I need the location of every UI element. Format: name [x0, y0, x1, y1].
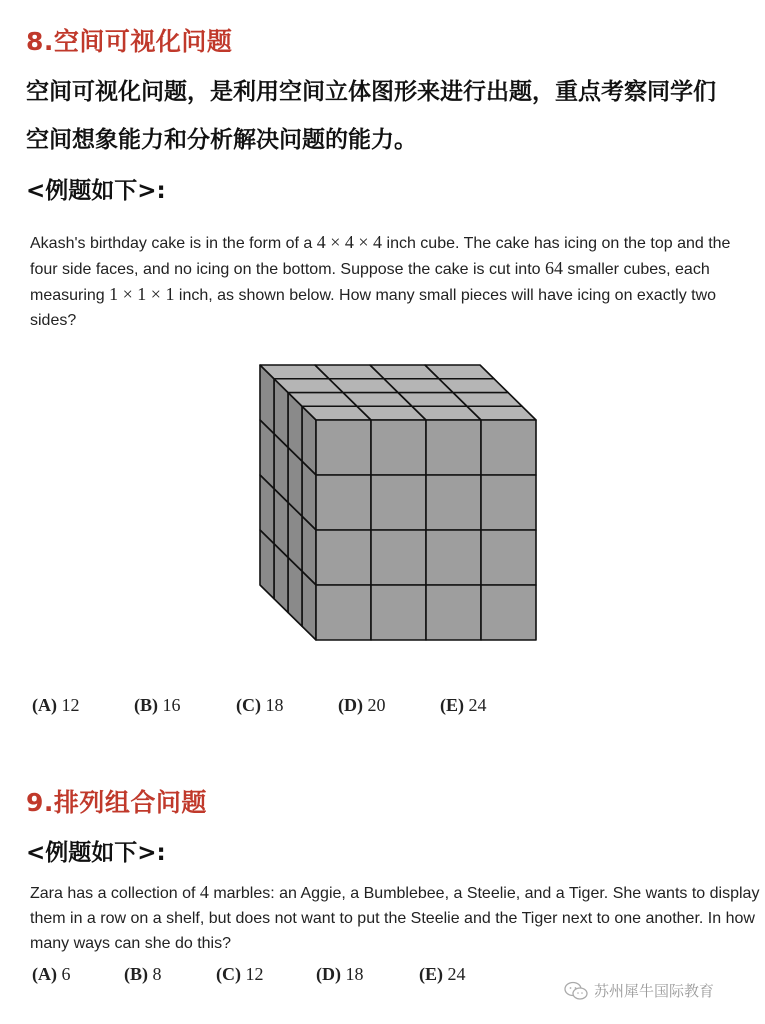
cube-front-face-cell — [481, 475, 536, 530]
cube-front-face-cell — [426, 585, 481, 640]
section-9-example-label: <例题如下>: — [26, 840, 166, 866]
section-8-title: 8.空间可视化问题 — [26, 27, 233, 56]
math-expression: 4 — [199, 882, 209, 902]
choice-e[interactable]: (E) 24 — [419, 964, 466, 984]
cube-front-face-cell — [426, 475, 481, 530]
choice-b[interactable]: (B) 8 — [124, 964, 162, 984]
choice-c[interactable]: (C) 18 — [236, 695, 284, 715]
problem-text-part: inch, as shown below. How many small pieces will have icing on exactly two sides? — [30, 287, 717, 329]
problem-text-part: smaller cubes, each measuring — [30, 261, 710, 304]
section-9-title: 9.排列组合问题 — [26, 788, 207, 817]
cube-front-face-cell — [316, 530, 371, 585]
math-expression: 64 — [544, 258, 563, 278]
cube-front-face-cell — [426, 530, 481, 585]
cube-front-face-cell — [371, 530, 426, 585]
choice-a[interactable]: (A) 6 — [32, 964, 71, 984]
cube-front-face-cell — [316, 475, 371, 530]
cake-problem-text — [30, 230, 758, 333]
cube-front-face-cell — [426, 420, 481, 475]
choice-d[interactable]: (D) 18 — [316, 964, 364, 984]
cube-front-face-cell — [371, 585, 426, 640]
cube-4x4x4-figure — [255, 348, 545, 653]
cube-front-face-cell — [481, 585, 536, 640]
wechat-icon — [564, 981, 588, 1001]
problem-text-part: marbles: an Aggie, a Bumblebee, a Steelie, and a Tiger. She wants to display them in a row on a shelf, but does not want to put the Steelie and the Tiger next to one another. In how many ways can she do this? — [30, 885, 760, 952]
problem-text-part: Zara has a collection of — [30, 885, 200, 902]
choice-e[interactable]: (E) 24 — [440, 695, 487, 715]
problem-text-part: Akash's birthday cake is in the form of a — [30, 235, 317, 252]
watermark-text: 苏州犀牛国际教育 — [594, 982, 715, 1000]
cube-front-face-cell — [481, 420, 536, 475]
section-8-example-label: <例题如下>: — [26, 178, 166, 204]
choice-a[interactable]: (A) 12 — [32, 695, 80, 715]
marbles-problem-text — [30, 880, 765, 956]
cube-front-face-cell — [371, 420, 426, 475]
choice-d[interactable]: (D) 20 — [338, 695, 386, 715]
math-expression: 4 × 4 × 4 — [316, 232, 383, 252]
cube-front-face-cell — [371, 475, 426, 530]
choice-c[interactable]: (C) 12 — [216, 964, 264, 984]
choice-b[interactable]: (B) 16 — [134, 695, 181, 715]
cube-front-face-cell — [481, 530, 536, 585]
section-8-answer-choices — [32, 695, 487, 716]
cube-front-face-cell — [316, 420, 371, 475]
section-9-answer-choices — [32, 964, 466, 985]
cube-front-face-cell — [316, 585, 371, 640]
problem-text-part: inch cube. The cake has icing on the top and the four side faces, and no icing on the bottom. Suppose the cake is cut into — [30, 235, 731, 278]
watermark — [564, 980, 714, 1001]
math-expression: 1 × 1 × 1 — [109, 284, 175, 304]
section-8-intro: 空间可视化问题，是利用空间立体图形来进行出题，重点考察同学们空间想象能力和分析解决问题的能力。 — [26, 79, 716, 153]
